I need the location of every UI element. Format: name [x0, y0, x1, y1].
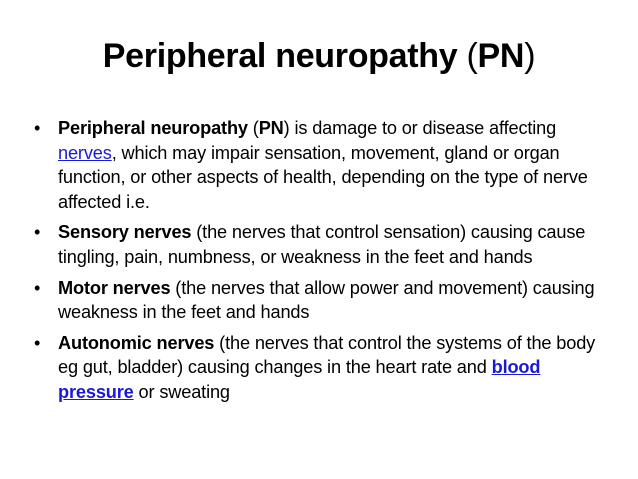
bullet-autonomic-nerves — [34, 331, 606, 405]
bullet-dot-icon: • — [34, 332, 41, 353]
bullet-dot-icon: • — [34, 222, 41, 243]
title-close-paren: ) — [524, 37, 536, 75]
bullet-term: Sensory nerves — [58, 222, 192, 243]
bullet-text: ) is damage to or disease affecting — [283, 118, 557, 138]
bullet-text: (the nerves that allow power and movement) causing weakness in the feet and hands — [58, 277, 595, 323]
blood-pressure-link-text: blood pressure — [58, 357, 541, 402]
bullet-term: Motor nerves — [58, 277, 171, 298]
nerves-link[interactable]: nerves — [58, 142, 112, 163]
bullet-text: (the nerves that control sensation) causing cause tingling, pain, numbness, or weakness in the feet and hands — [58, 222, 586, 267]
bullet-text: or sweating — [133, 381, 230, 402]
bullet-text: ( — [247, 118, 259, 138]
bullet-dot-icon: • — [34, 277, 41, 298]
bullet-dot-icon: • — [34, 118, 41, 138]
slide-title — [0, 34, 638, 78]
bullet-motor-nerves — [34, 276, 606, 325]
title-main: Peripheral neuropathy — [102, 37, 458, 75]
bullet-peripheral-neuropathy — [34, 116, 606, 214]
bullet-list — [34, 116, 606, 411]
bullet-text: , which may impair sensation, movement, gland or organ function, or other aspects of health, depending on the type of nerve affected i.e. — [58, 142, 588, 212]
bullet-sensory-nerves — [34, 220, 606, 269]
bullet-text: (the nerves that control the systems of the body eg gut, bladder) causing changes in the heart rate and — [58, 332, 596, 378]
title-abbreviation: PN — [477, 37, 525, 75]
bullet-term: Peripheral neuropathy — [58, 118, 248, 138]
bullet-abbreviation: PN — [258, 118, 284, 138]
title-open-paren: ( — [466, 37, 478, 75]
bullet-term: Autonomic nerves — [58, 332, 215, 353]
